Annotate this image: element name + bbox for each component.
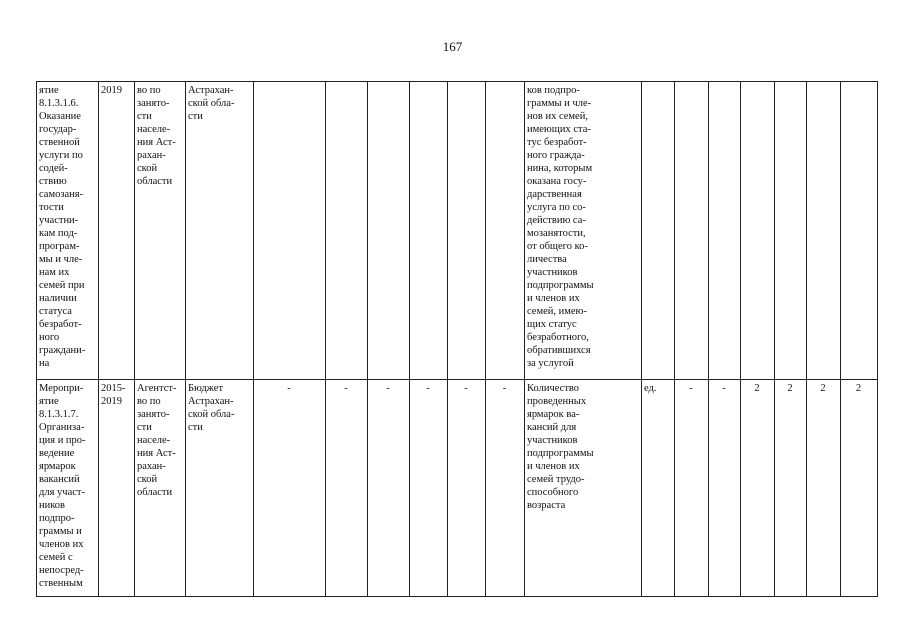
row2-funding-source: Бюджет Астрахан- ской обла- сти bbox=[188, 383, 235, 433]
row2-cost-2: - bbox=[344, 383, 348, 394]
row2-cost-4: - bbox=[426, 383, 430, 394]
row2-cost-3: - bbox=[386, 383, 390, 394]
row1-funding-source: Астрахан- ской обла- сти bbox=[188, 85, 235, 122]
row1-measure-name: ятие 8.1.3.1.6. Оказание государ- ственной услуги по содей- ствию самозаня- тости участни- кам под- програм- мы и чле- нам их семей при наличии статуса безработ- ного граждани- на bbox=[39, 85, 86, 369]
row2-period: 2015- 2019 bbox=[101, 383, 126, 407]
row2-value-4: 2 bbox=[787, 383, 793, 394]
row1-executor: во по занято- сти населе- ния Аст- рахан- ской области bbox=[137, 85, 176, 187]
row2-cost-5: - bbox=[464, 383, 468, 394]
row2-measure-name: Меропри- ятие 8.1.3.1.7. Организа- ция и про- ведение ярмарок вакансий для участ- ников подпро- граммы и членов их семей с непосред- ственным bbox=[39, 383, 86, 589]
row2-value-3: 2 bbox=[754, 383, 760, 394]
row1-indicator: ков подпро- граммы и чле- нов их семей, имеющих ста- тус безработ- ного гражда- нина, которым оказана госу- дарственная услуга по со- действию са- мозанятости, от общего ко- личества участников подпрограммы и членов их семей, имею- щих статус безработного, обратившихся за услугой bbox=[527, 85, 594, 369]
row2-value-1: - bbox=[689, 383, 693, 394]
row2-value-5: 2 bbox=[820, 383, 826, 394]
page-number: 167 bbox=[442, 39, 463, 54]
row2-cost-1: - bbox=[287, 383, 291, 394]
row2-unit: ед. bbox=[644, 383, 657, 394]
row2-executor: Агентст- во по занято- сти населе- ния Аст- рахан- ской области bbox=[137, 383, 177, 498]
row2-cost-6: - bbox=[502, 383, 507, 394]
program-table bbox=[36, 81, 878, 597]
row2-indicator: Количество проведенных ярмарок ва- кансий для участников подпрограммы и членов их семей трудо- способного возраста bbox=[527, 383, 594, 511]
row2-value-2: - bbox=[722, 383, 726, 394]
row2-value-6: 2 bbox=[855, 383, 862, 394]
row1-period: 2019 bbox=[101, 85, 122, 96]
